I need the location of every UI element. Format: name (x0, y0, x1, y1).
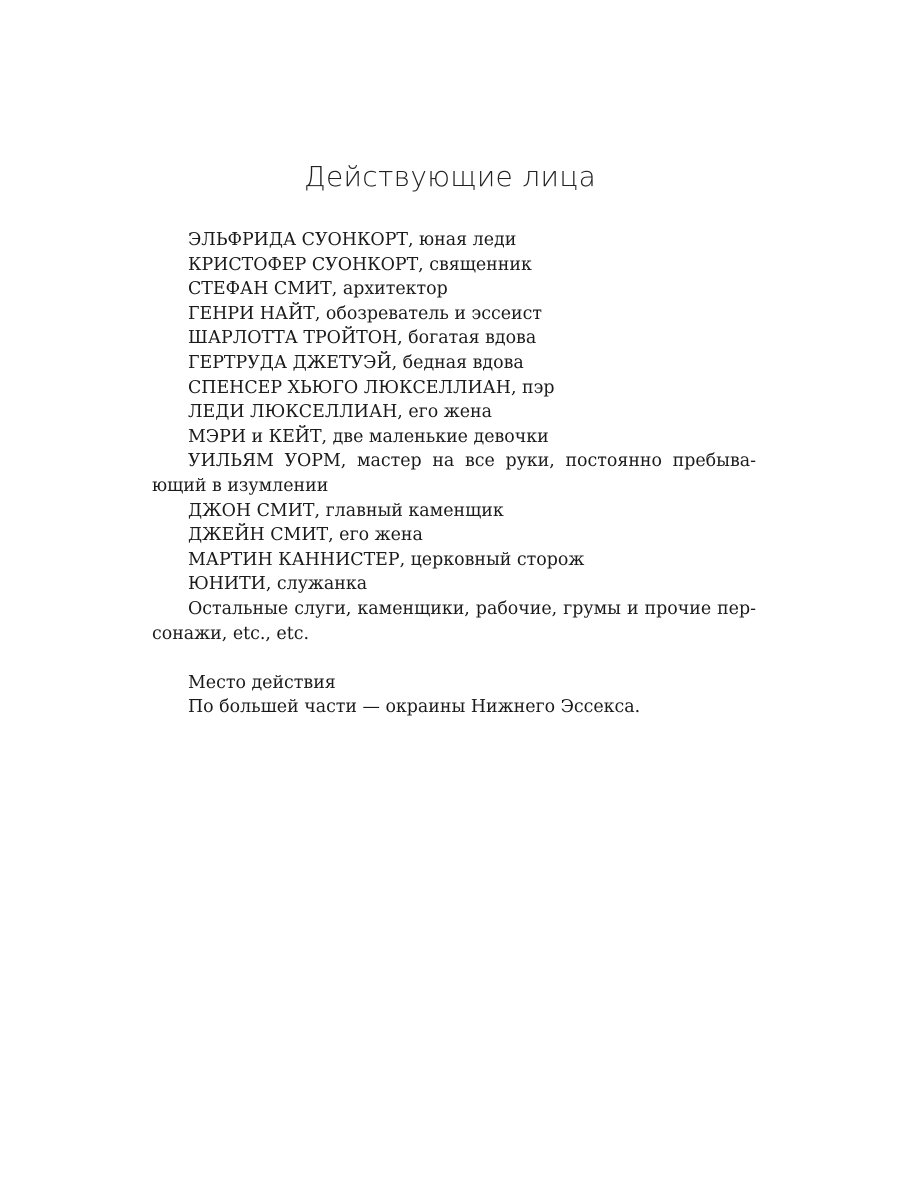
cast-entry: СТЕФАН СМИТ, архитектор (188, 279, 448, 300)
cast-entry: КРИСТОФЕР СУОНКОРТ, священник (188, 254, 532, 275)
cast-entry: МЭРИ и КЕЙТ, две маленькие девочки (188, 426, 549, 447)
cast-entry: УИЛЬЯМ УОРМ, мастер на все руки, постоянно пребыва- (188, 451, 756, 472)
setting-label: Место действия (188, 672, 336, 693)
cast-entry-continuation: ющий в изумлении (152, 475, 329, 496)
cast-entry: ЮНИТИ, служанка (188, 574, 368, 595)
cast-entry: ГЕРТРУДА ДЖЕТУЭЙ, бедная вдова (188, 352, 524, 373)
cast-entry: ЭЛЬФРИДА СУОНКОРТ, юная леди (188, 230, 517, 250)
cast-entry: ШАРЛОТТА ТРОЙТОН, богатая вдова (188, 328, 537, 349)
cast-entry: ДЖЕЙН СМИТ, его жена (188, 525, 423, 546)
cast-entry: ДЖОН СМИТ, главный каменщик (188, 500, 504, 521)
cast-list (152, 228, 756, 720)
page-title: Действующие лица (303, 160, 597, 193)
setting-text: По большей части — окраины Нижнего Эссекса. (188, 697, 641, 718)
cast-entry: СПЕНСЕР ХЬЮГО ЛЮКСЕЛЛИАН, пэр (188, 377, 555, 398)
cast-entry-continuation: сонажи, etc., etc. (152, 623, 309, 644)
paragraph-gap (152, 646, 756, 671)
cast-entry: Остальные слуги, каменщики, рабочие, грумы и прочие пер- (188, 598, 756, 619)
cast-entry: ГЕНРИ НАЙТ, обозреватель и эссеист (188, 303, 542, 324)
cast-entry: МАРТИН КАННИСТЕР, церковный сторож (188, 549, 585, 570)
cast-entry: ЛЕДИ ЛЮКСЕЛЛИАН, его жена (188, 402, 492, 423)
